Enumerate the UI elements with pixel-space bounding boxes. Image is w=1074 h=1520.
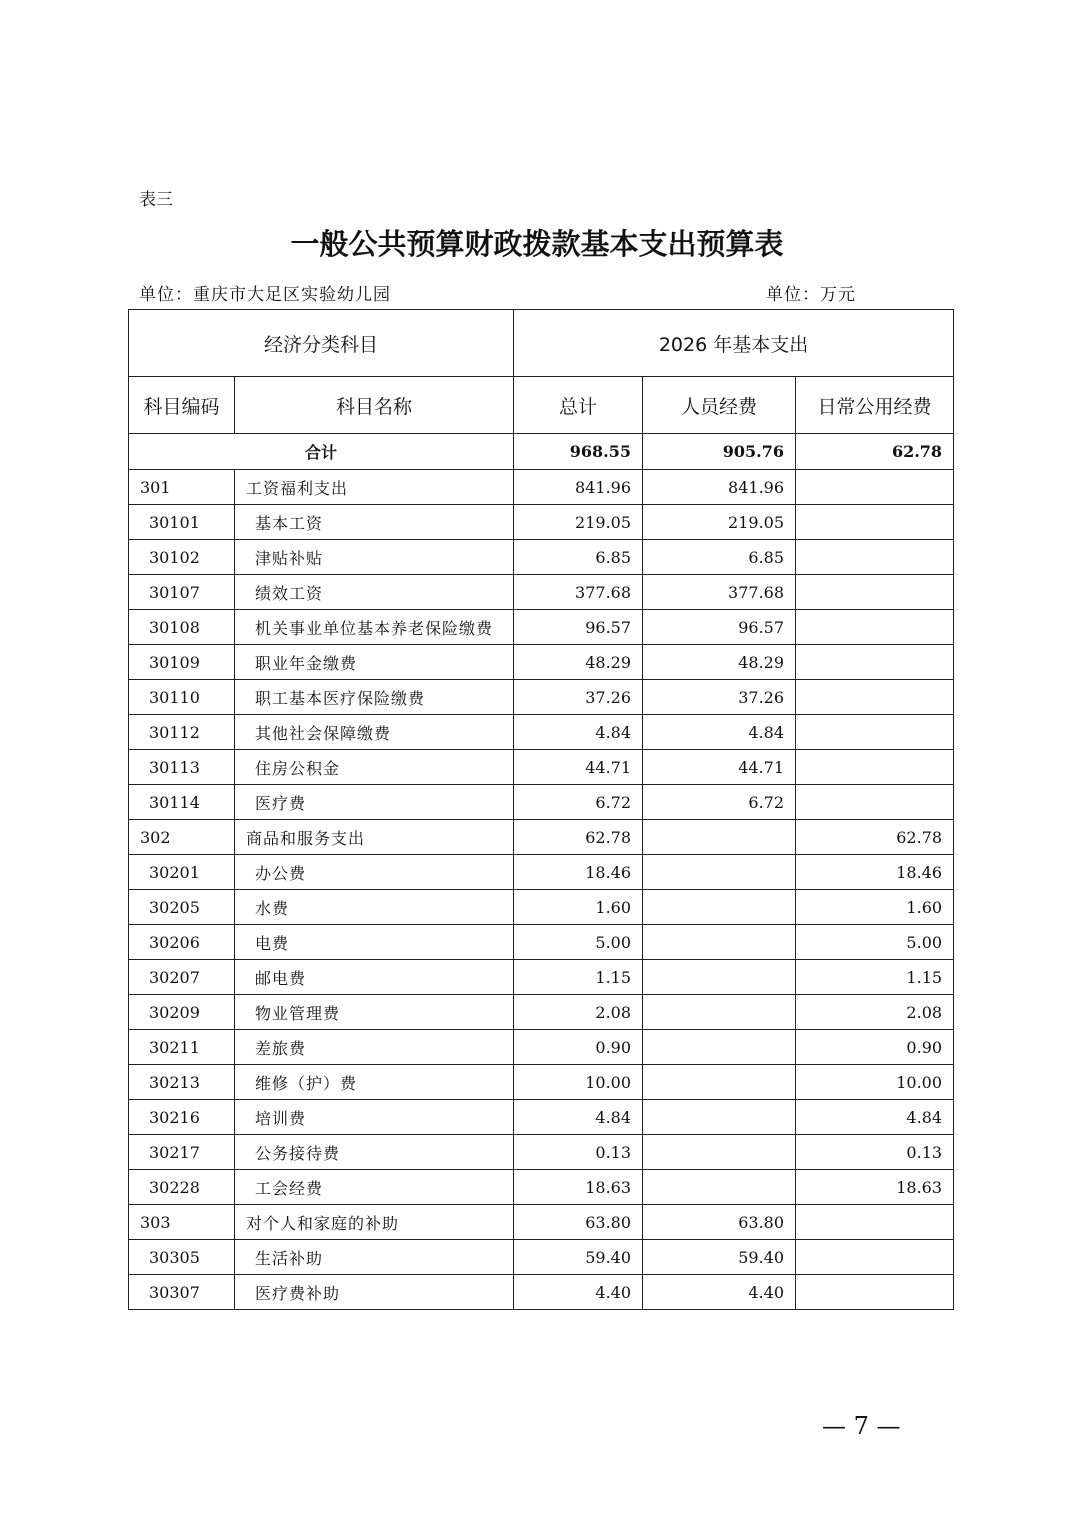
row-personnel: 37.26 [643, 680, 796, 715]
row-personnel [643, 890, 796, 925]
row-personnel: 377.68 [643, 575, 796, 610]
row-name: 对个人和家庭的补助 [235, 1205, 514, 1240]
row-personnel: 841.96 [643, 470, 796, 505]
row-name: 水费 [235, 890, 514, 925]
row-name: 职业年金缴费 [235, 645, 514, 680]
row-name: 住房公积金 [235, 750, 514, 785]
table-row [129, 1205, 954, 1240]
row-code: 30206 [129, 925, 235, 960]
row-code: 301 [129, 470, 235, 505]
row-code: 30101 [129, 505, 235, 540]
row-personnel: 6.85 [643, 540, 796, 575]
row-public: 10.00 [796, 1065, 954, 1100]
table-row [129, 1135, 954, 1170]
table-row [129, 1275, 954, 1310]
row-public: 18.46 [796, 855, 954, 890]
row-name: 差旅费 [235, 1030, 514, 1065]
table-row [129, 960, 954, 995]
row-name: 电费 [235, 925, 514, 960]
row-public [796, 680, 954, 715]
row-total: 0.90 [514, 1030, 643, 1065]
row-code: 30108 [129, 610, 235, 645]
row-public [796, 540, 954, 575]
row-code: 30305 [129, 1240, 235, 1275]
total-total: 968.55 [514, 434, 643, 470]
row-total: 62.78 [514, 820, 643, 855]
row-total: 0.13 [514, 1135, 643, 1170]
row-personnel: 63.80 [643, 1205, 796, 1240]
row-public [796, 715, 954, 750]
page-number: — 7 — [822, 1412, 901, 1440]
row-public: 1.15 [796, 960, 954, 995]
row-total: 4.84 [514, 1100, 643, 1135]
row-code: 30114 [129, 785, 235, 820]
row-public [796, 785, 954, 820]
table-row [129, 540, 954, 575]
row-public: 0.13 [796, 1135, 954, 1170]
row-total: 18.63 [514, 1170, 643, 1205]
table-label: 表三 [139, 190, 173, 210]
row-public [796, 575, 954, 610]
row-code: 30113 [129, 750, 235, 785]
row-personnel [643, 995, 796, 1030]
table-row [129, 820, 954, 855]
row-public: 62.78 [796, 820, 954, 855]
row-name: 维修（护）费 [235, 1065, 514, 1100]
row-total: 219.05 [514, 505, 643, 540]
row-code: 30211 [129, 1030, 235, 1065]
row-total: 48.29 [514, 645, 643, 680]
row-personnel: 6.72 [643, 785, 796, 820]
row-code: 30216 [129, 1100, 235, 1135]
row-total: 44.71 [514, 750, 643, 785]
row-total: 1.15 [514, 960, 643, 995]
row-personnel: 48.29 [643, 645, 796, 680]
header-econ-category: 经济分类科目 [129, 310, 514, 377]
row-total: 96.57 [514, 610, 643, 645]
table-row [129, 855, 954, 890]
row-name: 邮电费 [235, 960, 514, 995]
header-total: 总计 [514, 377, 643, 434]
row-code: 30107 [129, 575, 235, 610]
table-row [129, 1030, 954, 1065]
table-body [129, 434, 954, 1310]
table-row [129, 715, 954, 750]
row-code: 30110 [129, 680, 235, 715]
row-total: 1.60 [514, 890, 643, 925]
row-name: 公务接待费 [235, 1135, 514, 1170]
row-public [796, 505, 954, 540]
row-personnel [643, 1100, 796, 1135]
row-name: 工资福利支出 [235, 470, 514, 505]
row-public: 1.60 [796, 890, 954, 925]
row-total: 841.96 [514, 470, 643, 505]
header-personnel: 人员经费 [643, 377, 796, 434]
row-personnel [643, 1135, 796, 1170]
row-name: 医疗费补助 [235, 1275, 514, 1310]
total-row [129, 434, 954, 470]
row-personnel [643, 820, 796, 855]
row-public: 2.08 [796, 995, 954, 1030]
header-code: 科目编码 [129, 377, 235, 434]
row-public: 0.90 [796, 1030, 954, 1065]
row-public [796, 645, 954, 680]
row-name: 基本工资 [235, 505, 514, 540]
row-code: 303 [129, 1205, 235, 1240]
row-public: 18.63 [796, 1170, 954, 1205]
row-personnel [643, 1170, 796, 1205]
row-name: 培训费 [235, 1100, 514, 1135]
row-code: 30207 [129, 960, 235, 995]
row-code: 30213 [129, 1065, 235, 1100]
table-row [129, 610, 954, 645]
row-personnel: 44.71 [643, 750, 796, 785]
table-row [129, 470, 954, 505]
total-personnel: 905.76 [643, 434, 796, 470]
row-personnel: 4.40 [643, 1275, 796, 1310]
row-name: 职工基本医疗保险缴费 [235, 680, 514, 715]
row-public [796, 750, 954, 785]
row-code: 30209 [129, 995, 235, 1030]
row-name: 机关事业单位基本养老保险缴费 [235, 610, 514, 645]
row-name: 津贴补贴 [235, 540, 514, 575]
table-row [129, 1240, 954, 1275]
row-public: 5.00 [796, 925, 954, 960]
row-personnel [643, 960, 796, 995]
row-name: 医疗费 [235, 785, 514, 820]
row-total: 2.08 [514, 995, 643, 1030]
row-public: 4.84 [796, 1100, 954, 1135]
row-personnel [643, 855, 796, 890]
row-personnel [643, 1065, 796, 1100]
row-name: 生活补助 [235, 1240, 514, 1275]
row-code: 302 [129, 820, 235, 855]
table-row [129, 680, 954, 715]
total-public: 62.78 [796, 434, 954, 470]
table-row [129, 995, 954, 1030]
row-code: 30102 [129, 540, 235, 575]
budget-table [128, 309, 954, 1310]
row-total: 10.00 [514, 1065, 643, 1100]
table-row [129, 750, 954, 785]
row-total: 18.46 [514, 855, 643, 890]
row-public [796, 1275, 954, 1310]
row-personnel: 4.84 [643, 715, 796, 750]
row-total: 37.26 [514, 680, 643, 715]
header-public: 日常公用经费 [796, 377, 954, 434]
row-total: 5.00 [514, 925, 643, 960]
row-public [796, 610, 954, 645]
row-total: 6.72 [514, 785, 643, 820]
row-personnel [643, 1030, 796, 1065]
row-name: 物业管理费 [235, 995, 514, 1030]
row-total: 4.40 [514, 1275, 643, 1310]
table-row [129, 1065, 954, 1100]
row-name: 绩效工资 [235, 575, 514, 610]
row-code: 30217 [129, 1135, 235, 1170]
table-row [129, 1170, 954, 1205]
row-total: 377.68 [514, 575, 643, 610]
header-year-basic: 2026 年基本支出 [514, 310, 954, 377]
row-name: 工会经费 [235, 1170, 514, 1205]
row-personnel: 59.40 [643, 1240, 796, 1275]
row-public [796, 470, 954, 505]
row-total: 6.85 [514, 540, 643, 575]
row-code: 30112 [129, 715, 235, 750]
row-total: 4.84 [514, 715, 643, 750]
table-row [129, 890, 954, 925]
table-row [129, 505, 954, 540]
table-row [129, 1100, 954, 1135]
row-code: 30205 [129, 890, 235, 925]
row-total: 63.80 [514, 1205, 643, 1240]
row-personnel: 96.57 [643, 610, 796, 645]
header-name: 科目名称 [235, 377, 514, 434]
row-personnel [643, 925, 796, 960]
table-row [129, 645, 954, 680]
table-row [129, 575, 954, 610]
row-public [796, 1240, 954, 1275]
row-personnel: 219.05 [643, 505, 796, 540]
row-total: 59.40 [514, 1240, 643, 1275]
total-label: 合计 [129, 434, 514, 470]
row-code: 30228 [129, 1170, 235, 1205]
row-name: 商品和服务支出 [235, 820, 514, 855]
unit-currency: 单位：万元 [766, 285, 856, 305]
row-code: 30109 [129, 645, 235, 680]
unit-organization: 单位：重庆市大足区实验幼儿园 [139, 285, 391, 305]
table-row [129, 785, 954, 820]
table-row [129, 925, 954, 960]
row-name: 其他社会保障缴费 [235, 715, 514, 750]
row-public [796, 1205, 954, 1240]
document-title: 一般公共预算财政拨款基本支出预算表 [290, 227, 784, 261]
row-code: 30201 [129, 855, 235, 890]
row-code: 30307 [129, 1275, 235, 1310]
row-name: 办公费 [235, 855, 514, 890]
